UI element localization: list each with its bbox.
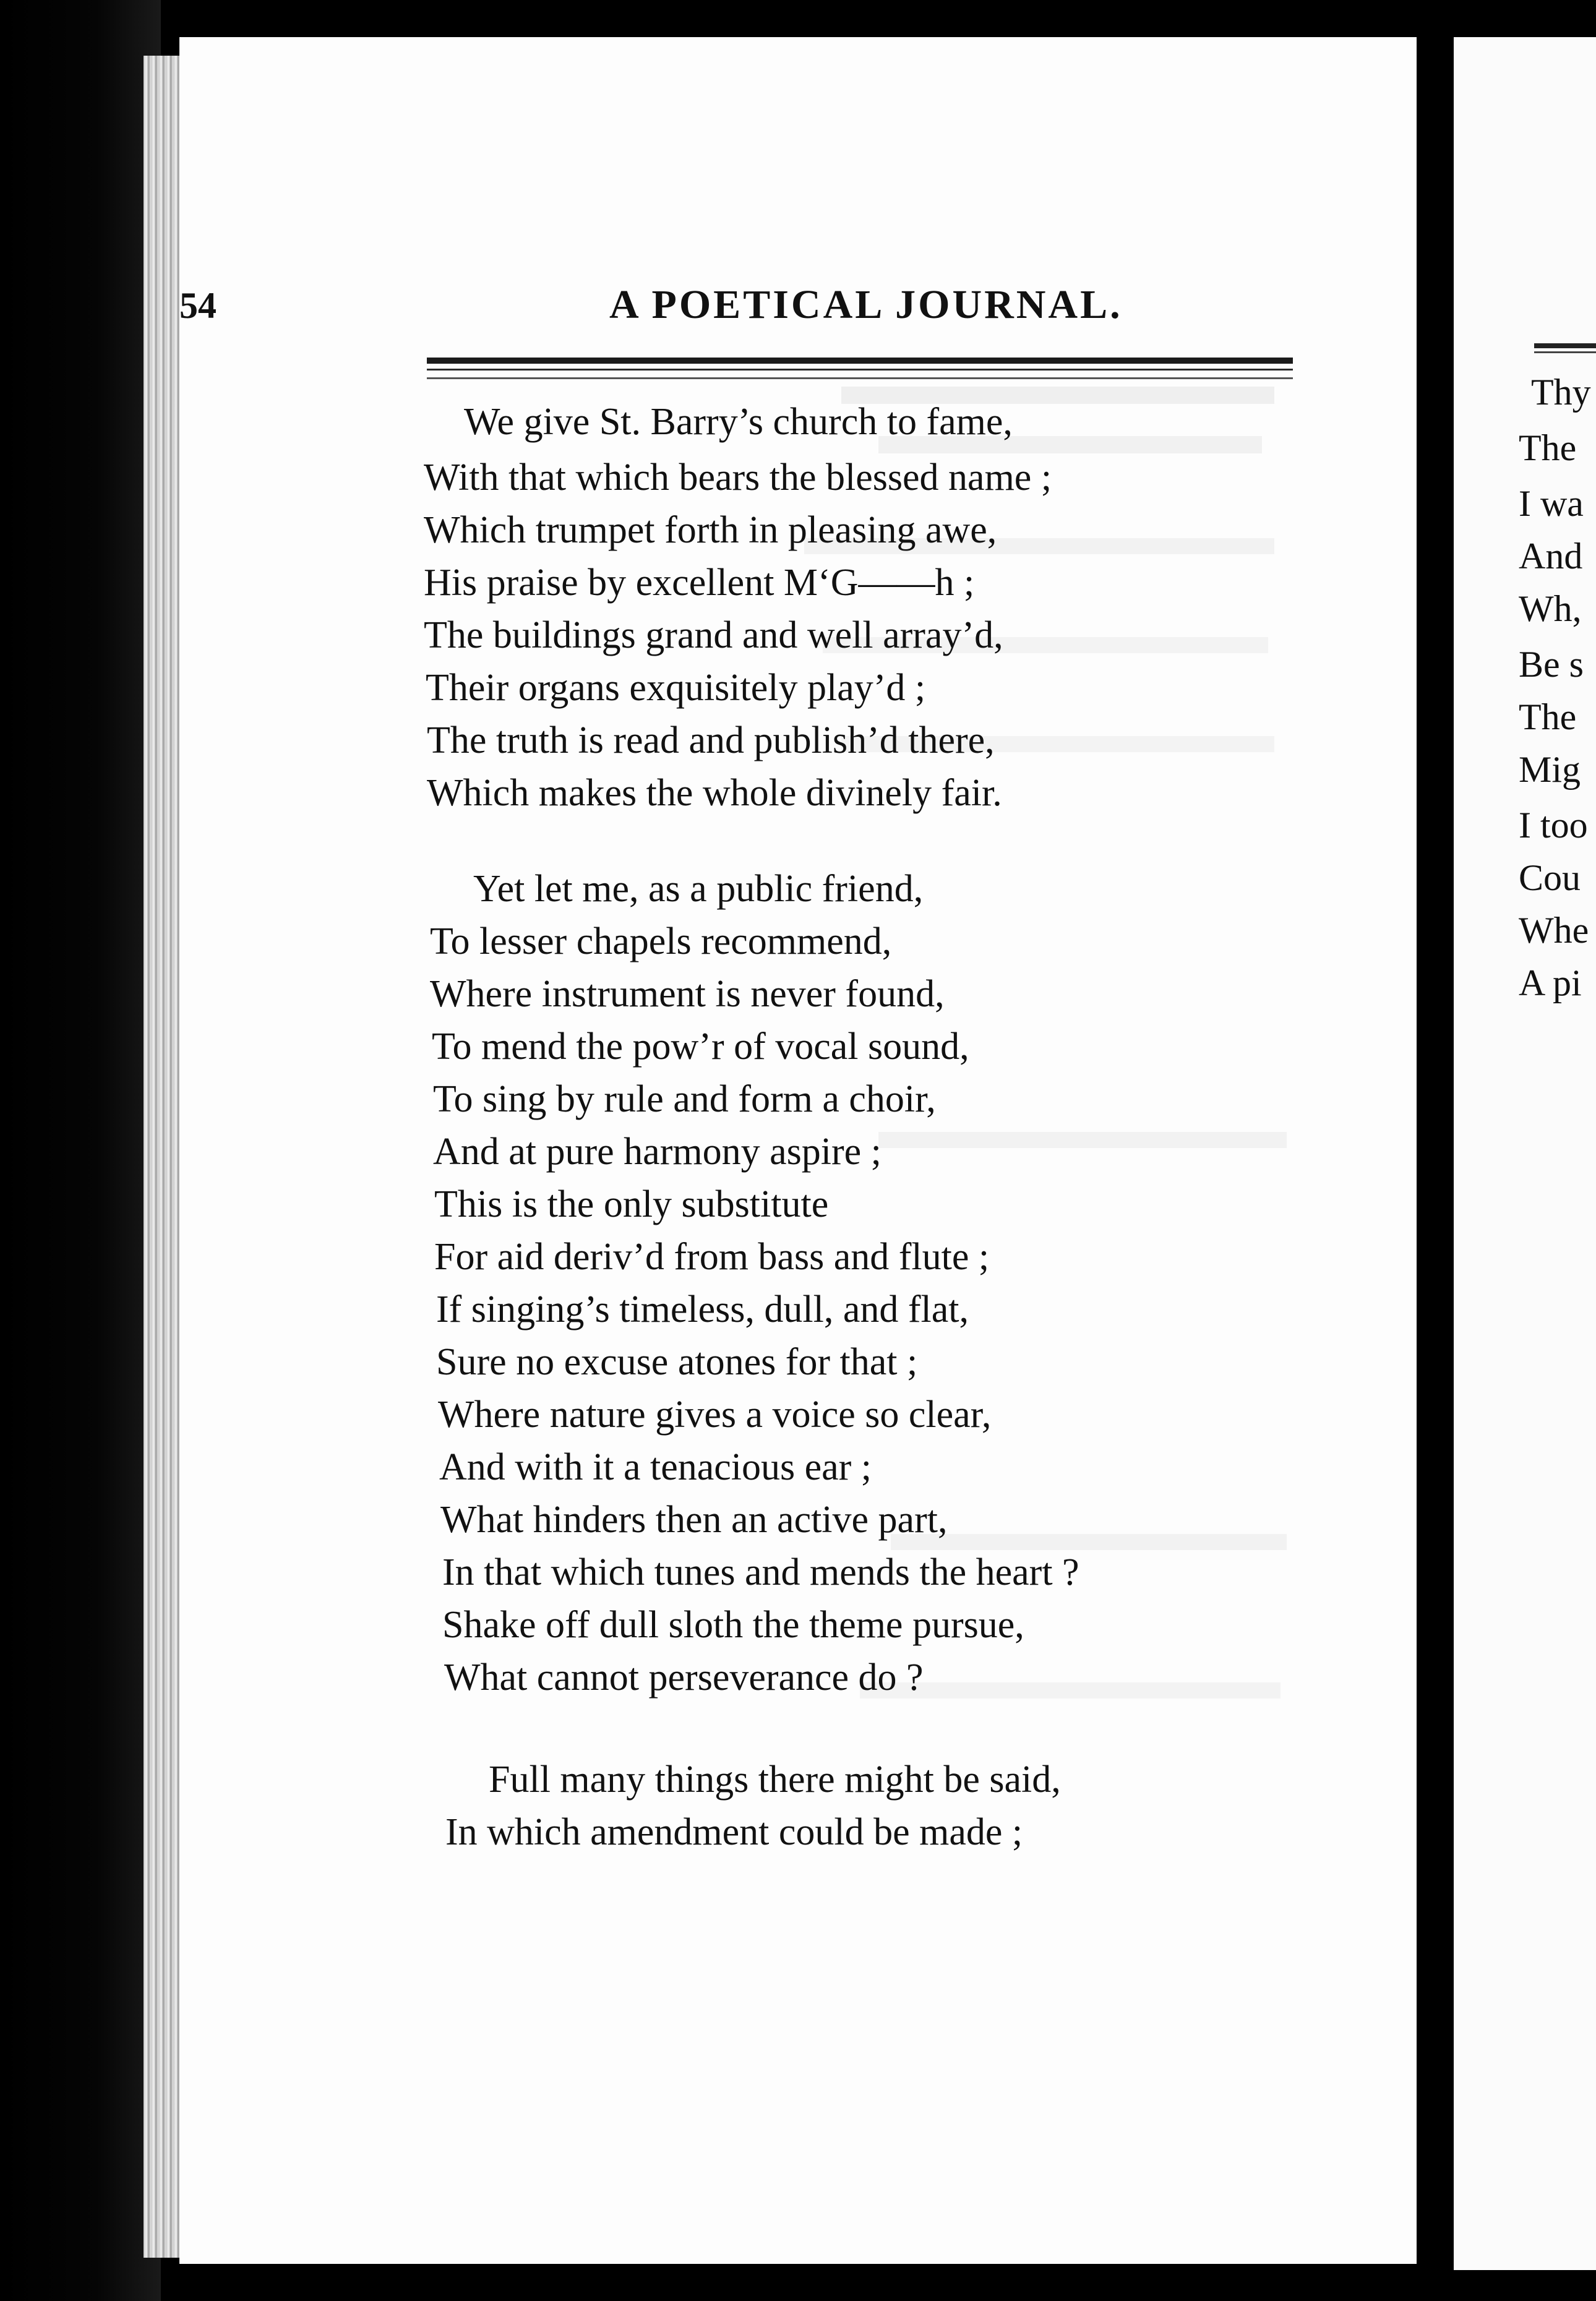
poem-line: In that which tunes and mends the heart ? bbox=[442, 1551, 1079, 1593]
right-page-line: Thy bbox=[1531, 372, 1591, 413]
poem-line: His praise by excellent M‘G——h ; bbox=[424, 562, 975, 604]
poem-line: This is the only substitute bbox=[434, 1183, 829, 1225]
poem-line: To mend the pow’r of vocal sound, bbox=[432, 1026, 969, 1068]
poem-line: To sing by rule and form a choir, bbox=[433, 1078, 936, 1120]
right-page-line: Wh, bbox=[1519, 588, 1582, 629]
header-rule-thin bbox=[427, 369, 1293, 371]
poem-line: To lesser chapels recommend, bbox=[430, 920, 892, 962]
right-page-line: Cou bbox=[1519, 857, 1581, 898]
right-page-line: A pi bbox=[1519, 962, 1582, 1003]
poem-line: Shake off dull sloth the theme pursue, bbox=[442, 1604, 1024, 1646]
right-page-rule bbox=[1534, 343, 1596, 348]
poem-line: In which amendment could be made ; bbox=[445, 1811, 1023, 1853]
right-page-line: And bbox=[1519, 536, 1583, 576]
right-page-line: Be s bbox=[1519, 644, 1584, 685]
poem-line: For aid deriv’d from bass and flute ; bbox=[434, 1236, 990, 1278]
poem-line: What hinders then an active part, bbox=[440, 1499, 948, 1541]
poem-line: Sure no excuse atones for that ; bbox=[436, 1341, 918, 1383]
page-number: 54 bbox=[179, 285, 217, 326]
right-page-line: I wa bbox=[1519, 483, 1584, 524]
poem-line: With that which bears the blessed name ; bbox=[424, 456, 1052, 499]
right-page-line: The bbox=[1519, 696, 1577, 737]
right-page-line: Mig bbox=[1519, 749, 1581, 790]
running-title: A POETICAL JOURNAL. bbox=[609, 282, 1123, 327]
poem-line: And with it a tenacious ear ; bbox=[439, 1446, 872, 1488]
poem-line: Their organs exquisitely play’d ; bbox=[426, 667, 926, 709]
poem-line: And at pure harmony aspire ; bbox=[433, 1131, 882, 1173]
poem-line: Which makes the whole divinely fair. bbox=[427, 772, 1002, 814]
poem-line: Which trumpet forth in pleasing awe, bbox=[424, 509, 997, 551]
poem-line: Where instrument is never found, bbox=[430, 973, 945, 1015]
header-rule-thin-2 bbox=[427, 377, 1293, 379]
poem-line: Yet let me, as a public friend, bbox=[473, 868, 924, 910]
poem-line: The truth is read and publish’d there, bbox=[427, 719, 995, 761]
poem-line: We give St. Barry’s church to fame, bbox=[464, 401, 1013, 443]
right-page-line: I too bbox=[1519, 805, 1588, 846]
right-page-line: Whe bbox=[1519, 910, 1589, 951]
header-rule bbox=[427, 358, 1293, 364]
poem-line: If singing’s timeless, dull, and flat, bbox=[436, 1288, 969, 1330]
poem-line: What cannot perseverance do ? bbox=[444, 1656, 924, 1699]
poem-line: Where nature gives a voice so clear, bbox=[438, 1394, 992, 1436]
book-spine-shadow bbox=[0, 0, 161, 2301]
right-page-rule-thin bbox=[1534, 351, 1596, 353]
poem-line: Full many things there might be said, bbox=[489, 1759, 1061, 1801]
poem-line: The buildings grand and well array’d, bbox=[424, 614, 1003, 656]
right-page-line: The bbox=[1519, 427, 1577, 468]
